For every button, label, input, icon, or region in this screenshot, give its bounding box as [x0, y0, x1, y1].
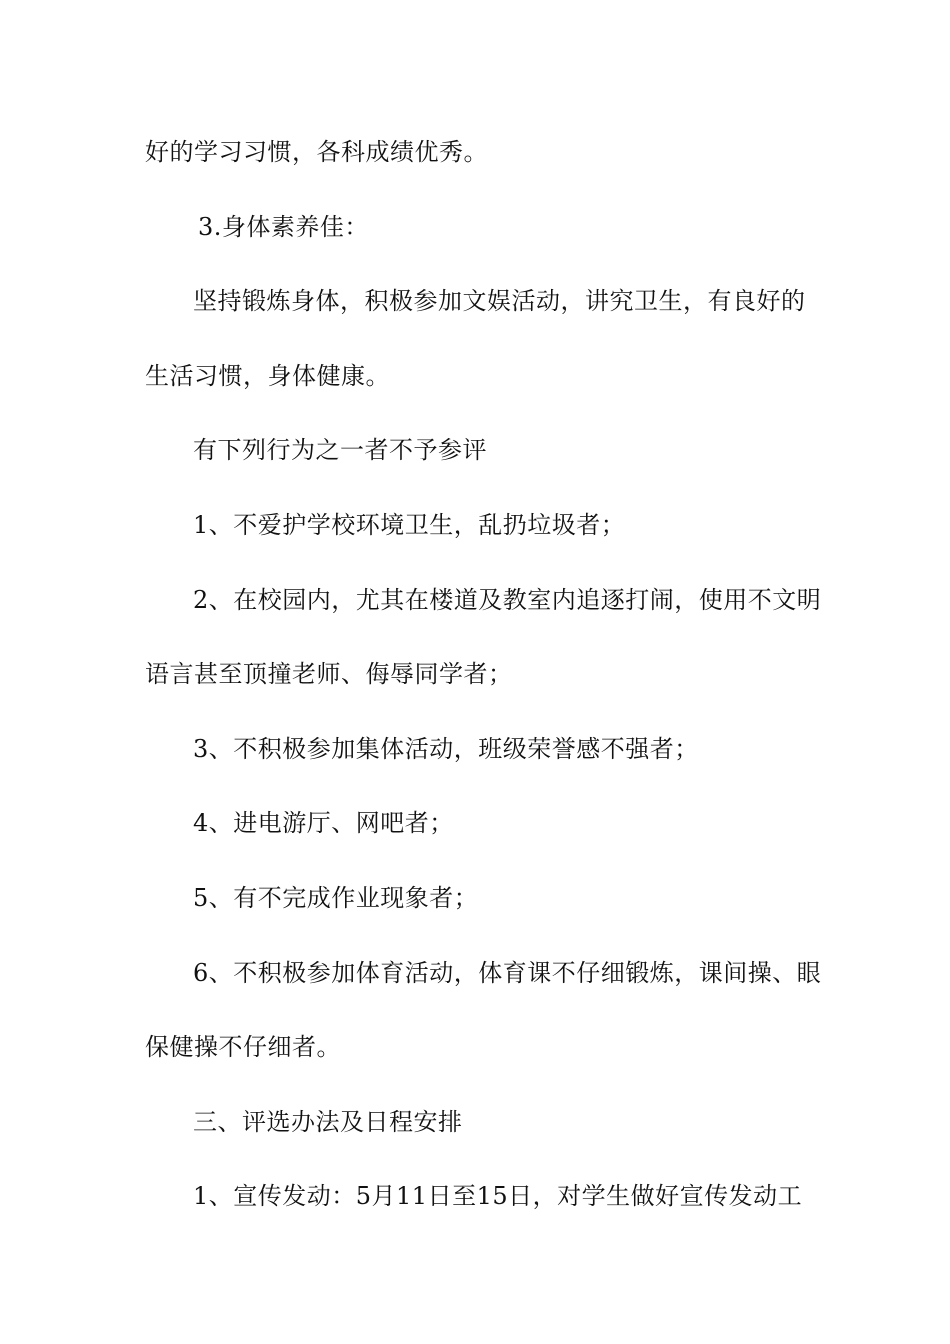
list-item: 1、宣传发动：5月11日至15日，对学生做好宣传发动工	[193, 1182, 803, 1210]
text-line: 保健操不仔细者。	[145, 1033, 341, 1061]
text-line: 好的学习习惯，各科成绩优秀。	[145, 138, 488, 166]
list-item: 4、进电游厅、网吧者；	[193, 809, 454, 837]
text-line: 语言甚至顶撞老师、侮辱同学者；	[145, 660, 513, 688]
text-line: 生活习惯，身体健康。	[145, 362, 390, 390]
list-item: 2、在校园内，尤其在楼道及教室内追逐打闹，使用不文明	[193, 586, 822, 614]
list-item: 5、有不完成作业现象者；	[193, 884, 479, 912]
list-item: 6、不积极参加体育活动，体育课不仔细锻炼，课间操、眼	[193, 959, 822, 987]
section-heading: 有下列行为之一者不予参评	[193, 436, 487, 464]
list-item: 3、不积极参加集体活动，班级荣誉感不强者；	[193, 735, 699, 763]
list-item: 1、不爱护学校环境卫生，乱扔垃圾者；	[193, 511, 626, 539]
section-heading: 三、评选办法及日程安排	[193, 1108, 463, 1136]
text-line: 坚持锻炼身体，积极参加文娱活动，讲究卫生，有良好的	[193, 287, 806, 315]
section-heading: 3.身体素养佳：	[198, 213, 369, 241]
